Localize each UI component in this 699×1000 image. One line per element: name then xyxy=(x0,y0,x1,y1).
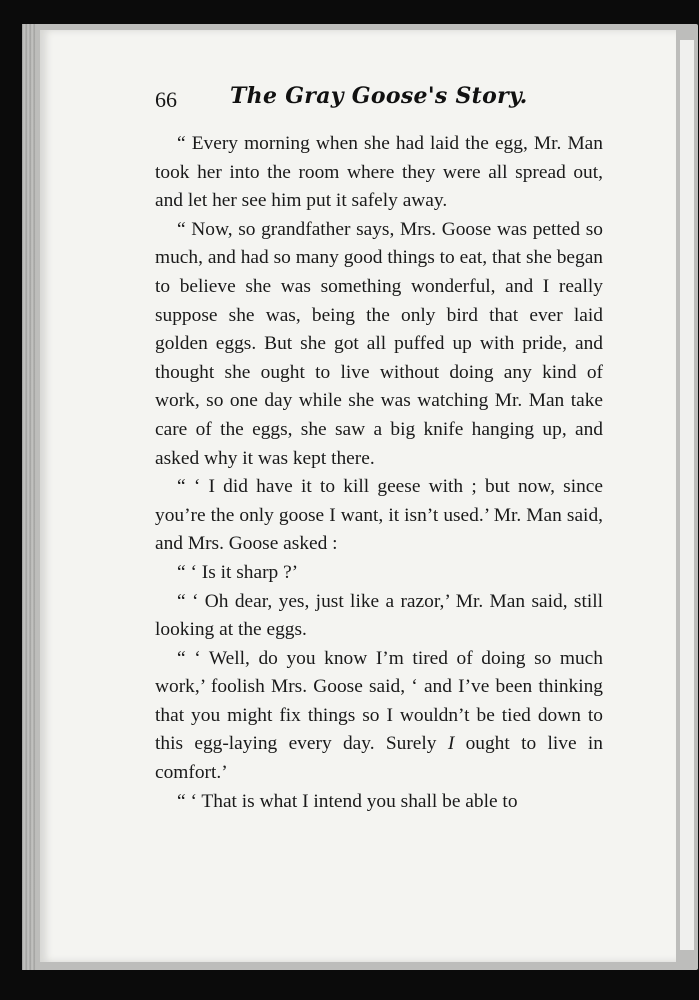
paragraph: “ Now, so grandfather says, Mrs. Goose was petted so much, and had so many good things to eat, that she began to believe she was something wonderful, and I really suppose she was, being the only bird that ever laid golden eggs. But she got all puffed up with pride, and thought she ought to live without doing any kind of work, so one day while she was watching Mr. Man take care of the eggs, she saw a big knife hanging up, and asked why it was kept there. xyxy=(155,218,603,469)
page-header xyxy=(40,83,676,127)
emphasis-text: I xyxy=(447,733,455,755)
page-number: 66 xyxy=(155,87,177,112)
paragraph: “ ‘ Oh dear, yes, just like a razor,’ Mr. Man said, still looking at the eggs. xyxy=(155,590,603,641)
page-body-text xyxy=(155,130,603,816)
paragraph-text: Surely xyxy=(374,733,448,755)
book-page xyxy=(40,30,676,962)
facing-page-edge xyxy=(680,40,694,950)
running-title: The Gray Goose's Story. xyxy=(230,83,528,109)
paragraph: “ ‘ Is it sharp ?’ xyxy=(177,561,299,583)
paragraph-text: ought to live in comfort.’ xyxy=(155,733,603,784)
book-spine xyxy=(22,24,36,970)
paragraph: “ ‘ I did have it to kill geese with ; but now, since you’re the only goose I want, it isn’t used.’ Mr. Man said, and Mrs. Goose asked : xyxy=(155,476,603,555)
paragraph xyxy=(155,645,603,788)
paragraph-text: “ ‘ Well, do you know I’m tired of doing so much work,’ foolish Mrs. Goose said, ‘ and I’ve been thinking that you might fix things so I wouldn’t be tied down to this egg-laying every day. xyxy=(155,647,603,755)
paragraph: “ ‘ That is what I intend you shall be able to xyxy=(177,790,518,812)
paragraph: “ Every morning when she had laid the egg, Mr. Man took her into the room where they were all spread out, and let her see him put it safely away. xyxy=(155,133,603,212)
